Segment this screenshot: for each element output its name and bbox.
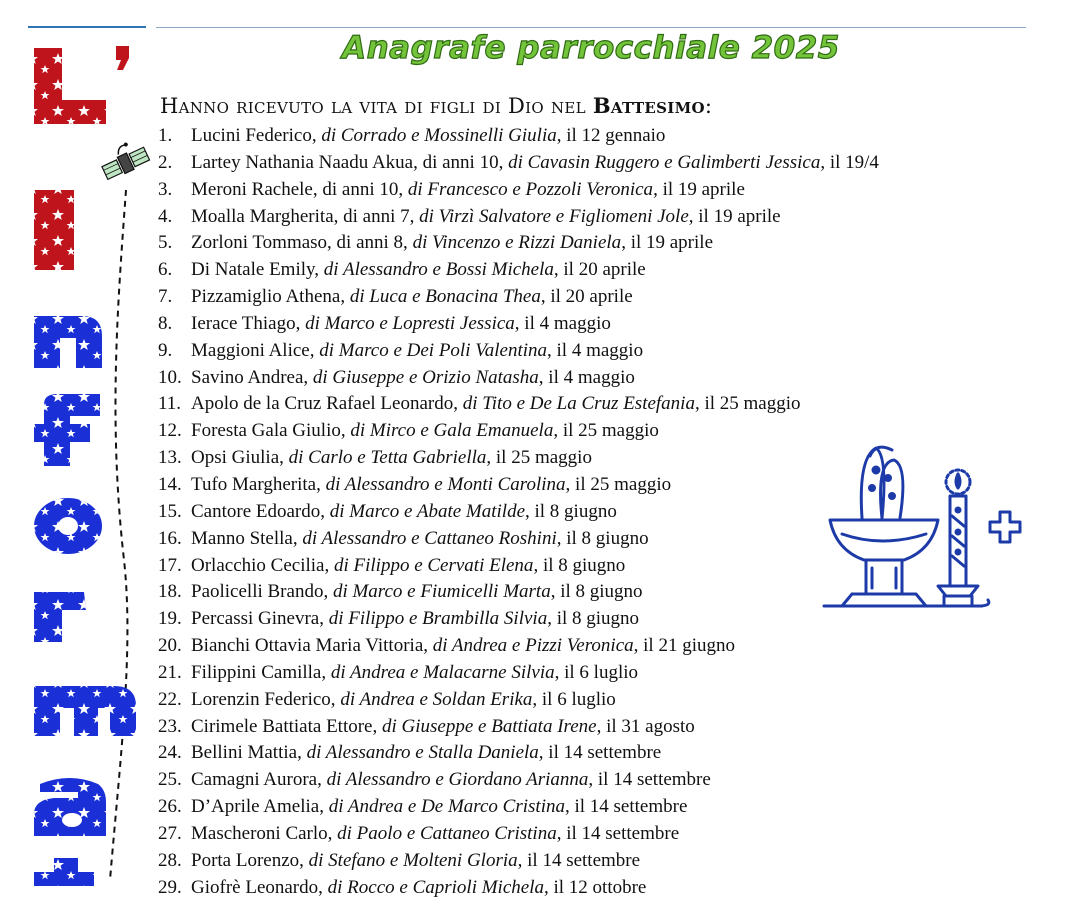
masthead-letter-o [34,498,102,554]
entry-date: , il 20 aprile [540,286,633,308]
entry-parents: di Francesco e Pozzoli Veronica [407,178,654,200]
entry-date: , il 14 settembre [588,769,711,791]
entry-date: , il 12 gennaio [556,125,666,146]
entry-number: 1. [158,125,173,146]
list-item [158,177,879,204]
entry-name: D’Aprile Amelia, [191,796,329,818]
entry-date: , il 8 giugno [525,500,617,522]
entry-date: , il 8 giugno [547,608,640,630]
list-item [158,257,879,284]
entry-name: Mascheroni Carlo, [191,822,338,844]
entry-name: Meroni Rachele, di anni 10, [191,178,408,200]
masthead-letter-t [34,858,94,886]
satellite-icon [97,136,151,181]
masthead-letter-r [34,592,86,642]
baptism-list [158,123,879,901]
entry-number: 18. [158,581,182,603]
entry-name: Foresta Gala Giulio, [191,420,351,442]
entry-name: Filippini Camilla, [191,661,331,683]
entry-number: 16. [158,527,182,549]
entry-name: Giofrè Leonardo, [191,876,328,898]
list-item [158,794,879,821]
entry-name: Porta Lorenzo, [191,849,309,871]
list-item [158,365,879,392]
entry-parents: di Andrea e Pizzi Veronica [432,635,634,657]
masthead-letter-l [34,48,106,124]
entry-number: 17. [158,554,182,576]
entry-number: 10. [158,366,182,388]
list-item [158,418,879,445]
entry-parents: di Marco e Fiumicelli Marta [332,581,551,603]
entry-parents: di Alessandro e Monti Carolina [325,473,566,495]
entry-parents: di Stefano e Molteni Gloria [308,849,518,871]
section-heading-strong: Battesimo [592,93,705,118]
list-item [158,660,879,687]
section-heading-text: Hanno ricevuto la vita di figli di Dio nel [160,94,593,118]
list-item [158,338,879,365]
entry-number: 15. [158,500,182,522]
list-item [158,875,879,901]
entry-date: , il 4 maggio [514,312,611,334]
entry-date: , il 25 maggio [694,393,801,415]
entry-date: , il 14 settembre [538,742,662,764]
entry-parents: di Andrea e De Marco Cristina [328,796,565,818]
entry-number: 11. [158,393,182,415]
entry-number: 2. [158,151,173,173]
list-item [158,633,879,660]
entry-date: , il 25 maggio [565,473,672,495]
entry-parents: di Marco e Lopresti Jessica [305,312,515,334]
entry-parents: di Paolo e Cattaneo Cristina [337,822,557,844]
entry-date: , il 20 aprile [553,259,646,281]
list-item [158,230,879,257]
list-item [158,606,879,633]
entry-name: Lorenzin Federico, [191,688,341,710]
entry-parents: di Andrea e Soldan Erika [340,688,533,710]
list-item [158,821,879,848]
entry-date: , il 8 giugno [550,581,643,603]
entry-parents: di Alessandro e Stalla Daniela [306,742,539,764]
entry-parents: di Alessandro e Bossi Michela [323,259,554,281]
entry-number: 9. [158,339,173,361]
list-item [158,284,879,311]
entry-name: Cantore Edoardo, [191,500,330,522]
entry-name: Percassi Ginevra, [191,608,329,630]
entry-number: 26. [158,796,182,818]
entry-name: Bianchi Ottavia Maria Vittoria, [191,635,433,657]
list-item [158,767,879,794]
section-heading-suffix: : [704,94,713,118]
entry-number: 28. [158,849,182,871]
masthead-apostrophe [116,46,129,70]
entry-date: , il 19 aprile [621,232,713,254]
sidebar-masthead [0,0,160,883]
entry-name: Paolicelli Brando, [191,581,333,603]
list-item [158,499,879,526]
entry-parents: di Filippo e Cervati Elena [333,554,534,576]
entry-number: 3. [158,178,173,200]
entry-parents: di Mirco e Gala Emanuela [350,420,554,442]
baptismal-font-icon [824,447,944,606]
entry-date: , il 31 agosto [596,715,695,737]
entry-date: , il 14 settembre [564,796,688,818]
entry-date: , il 4 maggio [538,366,635,388]
entry-date: , il 14 settembre [517,849,641,871]
candle-icon [934,470,989,606]
entry-parents: di Virzì Salvatore e Figliomeni Jole [419,205,689,227]
entry-name: Zorloni Tommaso, di anni 8, [191,232,413,254]
entry-parents: di Marco e Abate Matilde [329,500,525,522]
entry-parents: di Luca e Bonacina Thea [349,286,541,308]
entry-name: Ierace Thiago, [191,312,306,334]
masthead-letter-f [34,394,100,466]
entry-number: 5. [158,232,173,254]
entry-number: 7. [158,286,173,308]
list-item [158,740,879,767]
header-rule-right [156,27,1026,28]
entry-number: 14. [158,473,182,495]
list-item [158,204,879,231]
entry-number: 21. [158,661,182,683]
entry-parents: di Alessandro e Cattaneo Roshini [302,527,557,549]
entry-number: 4. [158,205,173,227]
list-item [158,714,879,741]
entry-name: Moalla Margherita, di anni 7, [191,205,420,227]
entry-number: 22. [158,688,182,710]
list-item [158,579,879,606]
entry-date: , il 4 maggio [547,339,644,361]
list-item [158,687,879,714]
entry-date: , il 25 maggio [486,447,592,469]
entry-parents: di Cavasin Ruggero e Galimberti Jessica [508,151,821,173]
entry-name: Tufo Margherita, [191,473,326,495]
entry-parents: di Rocco e Caprioli Michela [327,876,544,898]
entry-date: , il 6 luglio [554,661,639,683]
list-item [158,150,879,177]
entry-parents: di Andrea e Malacarne Silvia [330,661,555,683]
entry-name: Savino Andrea, [191,366,313,388]
entry-parents: di Corrado e Mossinelli Giulia [321,125,557,146]
entry-name: Camagni Aurora, [191,769,327,791]
entry-parents: di Carlo e Tetta Gabriella [288,447,487,469]
masthead-letter-m [34,686,136,736]
page-title: Anagrafe parrocchiale 2025 [342,30,840,66]
entry-name: Maggioni Alice, [191,339,320,361]
masthead-letter-i [34,190,74,270]
list-item [158,445,879,472]
entry-number: 19. [158,608,182,630]
cross-icon [990,512,1020,542]
entry-date: , il 8 giugno [533,554,626,576]
entry-number: 6. [158,259,173,281]
list-item [158,472,879,499]
entry-number: 25. [158,769,182,791]
entry-date: , il 8 giugno [556,527,649,549]
entry-number: 12. [158,420,182,442]
baptismal-illustration [822,440,1028,616]
entry-number: 13. [158,447,182,469]
list-item [158,123,879,150]
entry-number: 27. [158,822,182,844]
entry-date: , il 12 ottobre [543,876,647,898]
list-item [158,391,879,418]
entry-name: Di Natale Emily, [191,259,324,281]
entry-date: , il 6 luglio [532,688,616,710]
entry-number: 20. [158,635,182,657]
entry-parents: di Alessandro e Giordano Arianna [326,769,589,791]
entry-parents: di Vincenzo e Rizzi Daniela [412,232,622,254]
entry-number: 23. [158,715,182,737]
list-item [158,848,879,875]
entry-name: Pizzamiglio Athena, [191,286,350,308]
entry-name: Opsi Giulia, [191,447,289,469]
entry-parents: di Giuseppe e Orizio Natasha [312,366,539,388]
list-item [158,311,879,338]
entry-name: Cirimele Battiata Ettore, [191,715,382,737]
entry-parents: di Tito e De La Cruz Estefania [462,393,695,415]
entry-parents: di Giuseppe e Battiata Irene [382,715,597,737]
list-item [158,526,879,553]
masthead-letter-n [34,316,102,368]
entry-name: Lartey Nathania Naadu Akua, di anni 10, [191,151,509,173]
entry-date: , il 25 maggio [553,420,659,442]
entry-name: Apolo de la Cruz Rafael Leonardo, [191,393,463,415]
entry-parents: di Filippo e Brambilla Silvia [328,608,548,630]
entry-number: 29. [158,876,182,898]
entry-date: , il 14 settembre [556,822,680,844]
entry-name: Orlacchio Cecilia, [191,554,334,576]
entry-date: , il 19 aprile [688,205,781,227]
entry-name: Manno Stella, [191,527,303,549]
section-heading [160,93,712,118]
masthead-letter-a [34,778,106,836]
list-item [158,553,879,580]
entry-number: 8. [158,312,173,334]
entry-parents: di Marco e Dei Poli Valentina [319,339,548,361]
satellite-trail [110,190,127,880]
entry-date: , il 19 aprile [653,178,745,200]
entry-date: , il 21 giugno [633,635,735,657]
entry-date: , il 19/4 [820,151,879,173]
entry-name: Lucini Federico, [191,125,322,146]
entry-name: Bellini Mattia, [191,742,307,764]
entry-number: 24. [158,742,182,764]
